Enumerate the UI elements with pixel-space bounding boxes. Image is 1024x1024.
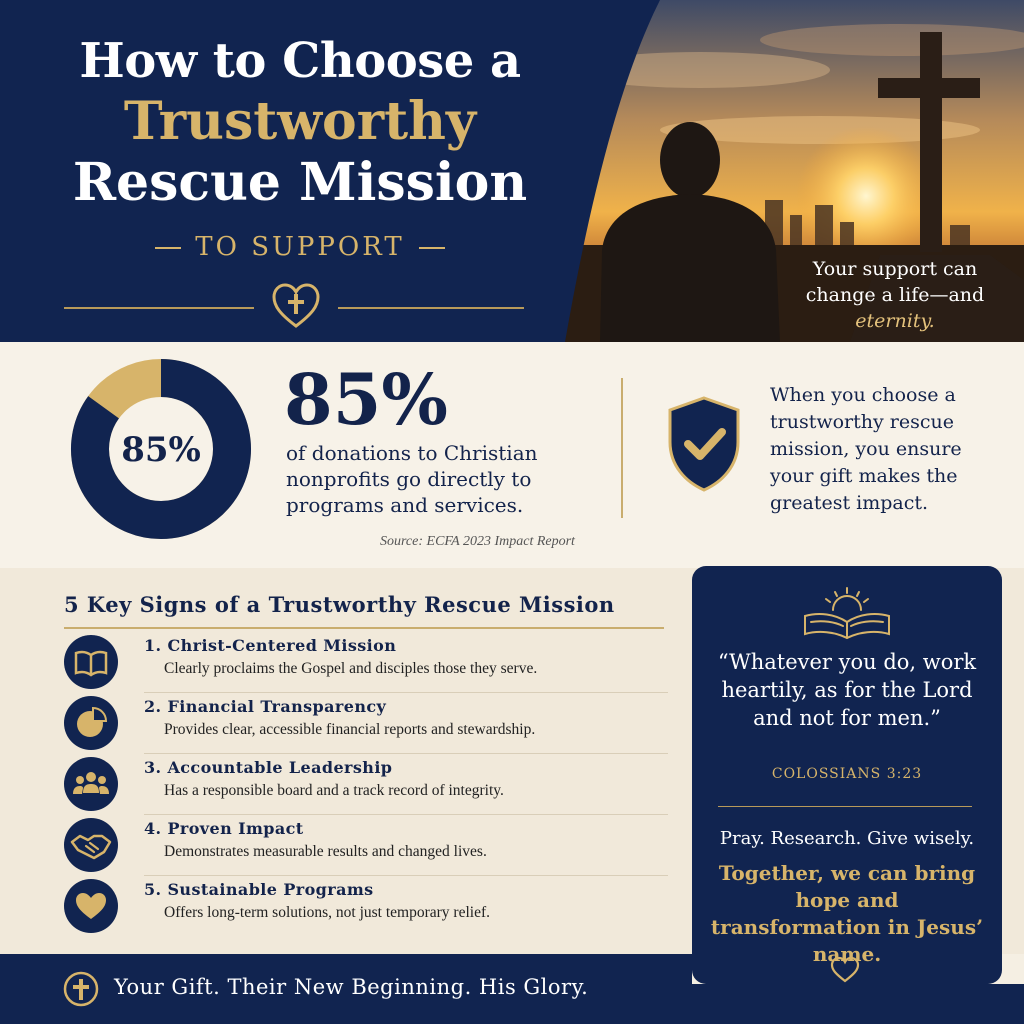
book-icon (64, 635, 118, 689)
sign-description: Clearly proclaims the Gospel and disciples those they serve. (164, 660, 538, 677)
footer-band-right (692, 984, 1024, 1024)
subtitle-dash-right (419, 247, 445, 249)
hero-subtitle (0, 232, 600, 262)
sign-description: Demonstrates measurable results and changed lives. (164, 843, 487, 860)
title-line-3: Rescue Mission (72, 152, 528, 213)
sign-title: 1. Christ-Centered Mission (144, 636, 397, 655)
heart-cross-icon (270, 280, 322, 332)
open-bible-sunrise-icon (795, 584, 899, 640)
hero-rule-left (64, 307, 254, 309)
people-icon (64, 757, 118, 811)
together-message: Together, we can bring hope and transformation in Jesus’ name. (710, 861, 984, 966)
shield-check-icon (664, 394, 744, 494)
handshake-icon (64, 818, 118, 872)
heart-icon (64, 879, 118, 933)
donut-chart (70, 358, 252, 540)
impact-text: When you choose a trustworthy rescue mission, you ensure your gift makes the greatest impact. (770, 384, 962, 514)
sign-icon-circle (64, 696, 118, 750)
sign-item-2 (64, 693, 668, 753)
stats-divider (621, 378, 623, 518)
sign-description: Offers long-term solutions, not just temporary relief. (164, 904, 491, 921)
hero-caption (790, 256, 1000, 334)
hero-title (0, 30, 600, 214)
sign-icon-circle (64, 818, 118, 872)
hero-rule-right (338, 307, 524, 309)
caption-line: Your support can change a life—and (805, 258, 985, 306)
sign-icon-circle (64, 635, 118, 689)
big-percentage: 85% (284, 358, 448, 441)
donut-label: 85% (121, 430, 201, 470)
subtitle-dash-left (155, 247, 181, 249)
verse-reference: COLOSSIANS 3:23 (771, 766, 923, 782)
sign-icon-circle (64, 879, 118, 933)
bible-verse: “Whatever you do, work heartily, as for the Lord and not for men.” (717, 650, 977, 730)
title-line-2: Trustworthy (123, 91, 477, 152)
sign-title: 3. Accountable Leadership (144, 758, 393, 777)
sign-icon-circle (64, 757, 118, 811)
sign-description: Provides clear, accessible financial reports and stewardship. (164, 721, 536, 738)
pie-chart-icon (64, 696, 118, 750)
sign-item-3 (64, 754, 668, 814)
caption-emphasis: eternity. (855, 310, 935, 332)
subtitle-text: TO SUPPORT (195, 232, 405, 262)
sign-item-4 (64, 815, 668, 875)
signs-rule (64, 627, 664, 629)
source-citation: Source: ECFA 2023 Impact Report (380, 534, 575, 549)
verse-rule (718, 806, 972, 807)
sign-item-1 (64, 632, 668, 692)
sign-title: 4. Proven Impact (144, 819, 304, 838)
signs-title: 5 Key Signs of a Trustworthy Rescue Mission (64, 592, 615, 617)
footer-tagline: Your Gift. Their New Beginning. His Glory. (114, 975, 589, 999)
hero-banner (0, 0, 1024, 342)
title-line-1: How to Choose a (79, 33, 521, 89)
pray-research-give: Pray. Research. Give wisely. (719, 828, 975, 849)
percentage-description: of donations to Christian nonprofits go directly to programs and services. (286, 441, 538, 517)
sign-item-5 (64, 876, 668, 936)
heart-outline-icon (829, 955, 861, 983)
sign-title: 2. Financial Transparency (144, 697, 387, 716)
sign-description: Has a responsible board and a track record of integrity. (164, 782, 504, 799)
cross-circle-icon (62, 970, 100, 1008)
sign-title: 5. Sustainable Programs (144, 880, 374, 899)
